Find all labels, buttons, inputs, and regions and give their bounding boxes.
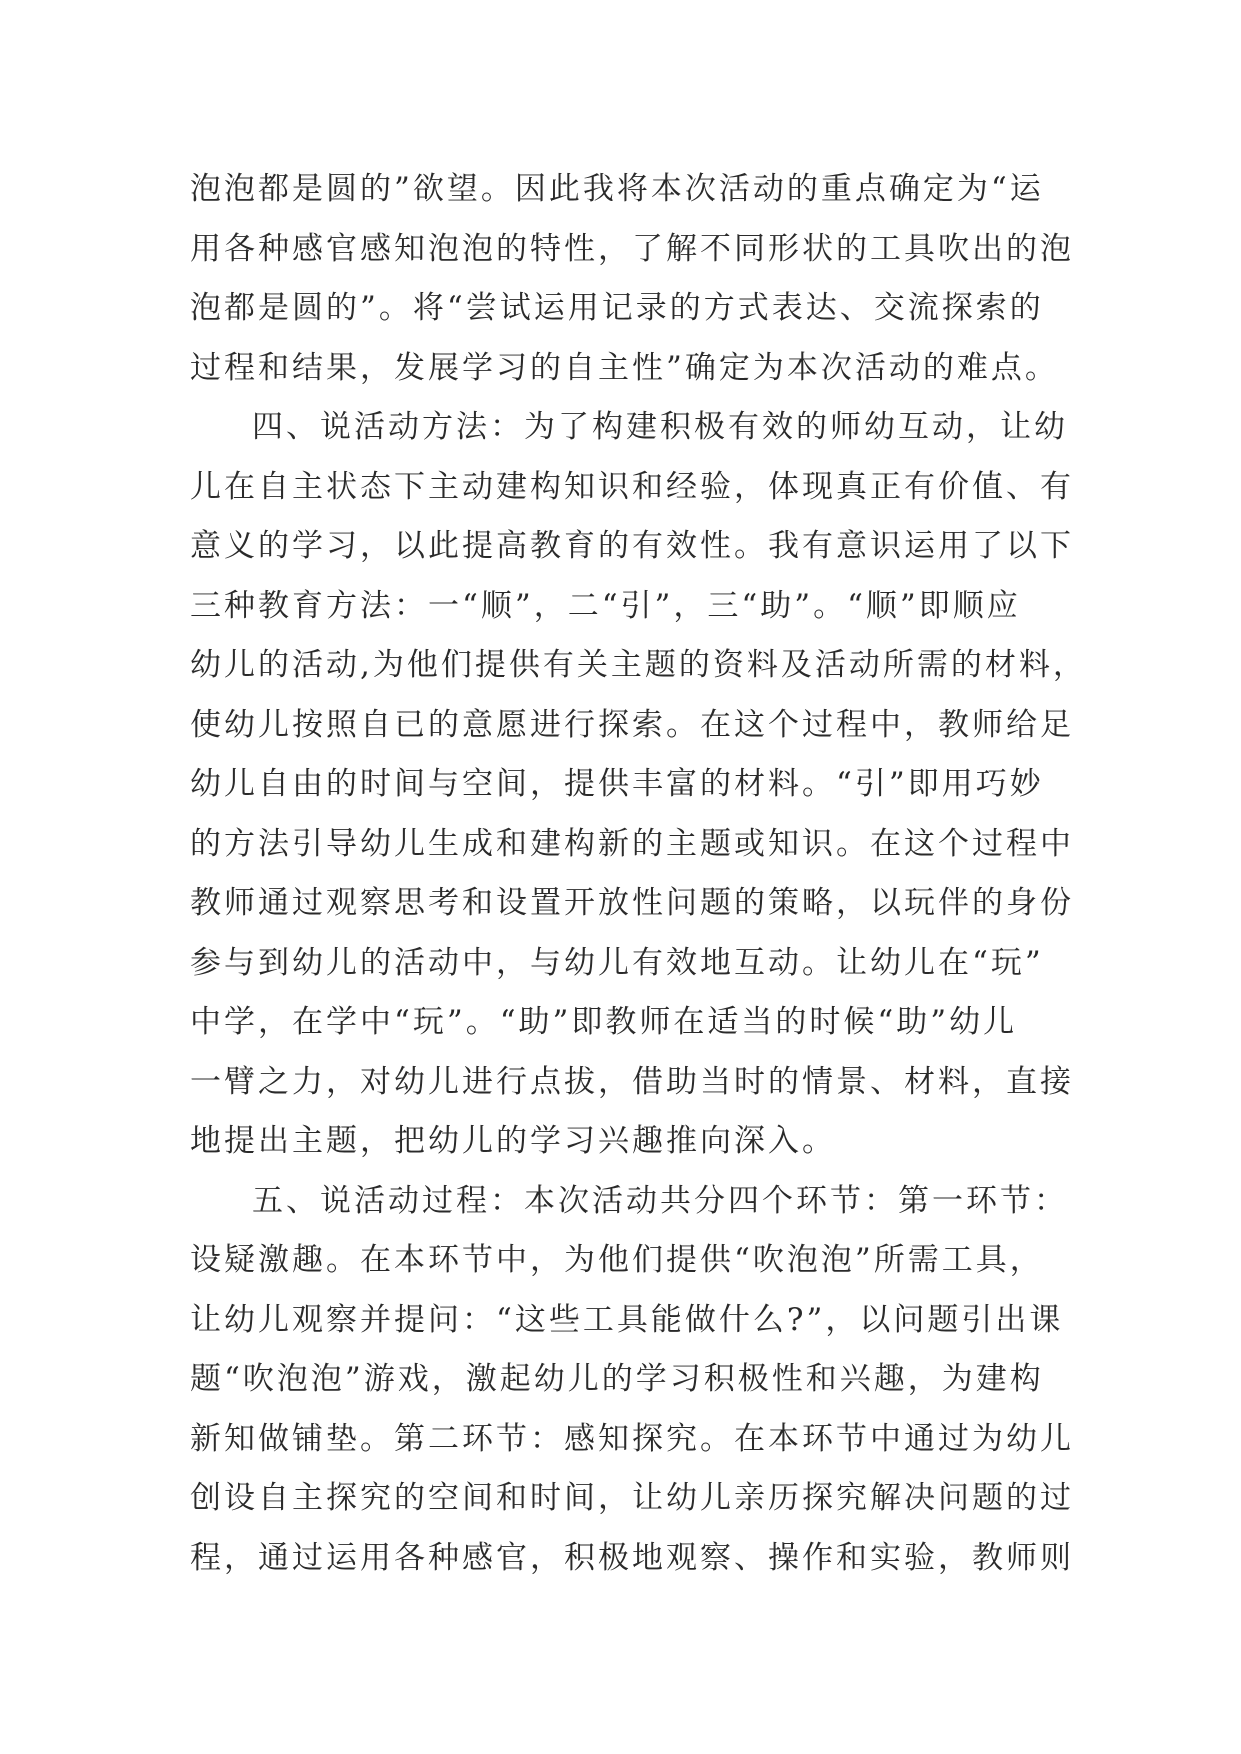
text-line: 程，通过运用各种感官，积极地观察、操作和实验，教师则 bbox=[190, 1539, 1074, 1576]
body-text bbox=[190, 160, 1087, 1588]
text-line: 过程和结果，发展学习的自主性”确定为本次活动的难点。 bbox=[190, 349, 1059, 386]
text-line: 创设自主探究的空间和时间，让幼儿亲历探究解决问题的过 bbox=[190, 1480, 1074, 1516]
text-line: 设疑激趣。在本环节中，为他们提供“吹泡泡”所需工具， bbox=[190, 1242, 1044, 1278]
text-line: 使幼儿按照自已的意愿进行探索。在这个过程中，教师给足 bbox=[190, 706, 1074, 743]
text-line: 五、说活动过程：本次活动共分四个环节：第一环节： bbox=[252, 1182, 1068, 1219]
text-line: 四、说活动方法：为了构建积极有效的师幼互动，让幼 bbox=[252, 409, 1068, 445]
text-line: 一臂之力，对幼儿进行点拔，借助当时的情景、材料，直接 bbox=[190, 1063, 1074, 1100]
text-line: 题“吹泡泡”游戏，激起幼儿的学习积极性和兴趣，为建构 bbox=[190, 1361, 1044, 1397]
text-line: 泡都是圆的”。将“尝试运用记录的方式表达、交流探索的 bbox=[190, 290, 1044, 326]
text-line: 意义的学习，以此提高教育的有效性。我有意识运用了以下 bbox=[190, 528, 1074, 564]
text-line: 新知做铺垫。第二环节：感知探究。在本环节中通过为幼儿 bbox=[190, 1420, 1074, 1457]
text-line: 幼儿自由的时间与空间，提供丰富的材料。“引”即用巧妙 bbox=[190, 766, 1044, 802]
text-line: 泡泡都是圆的”欲望。因此我将本次活动的重点确定为“运 bbox=[190, 171, 1044, 207]
text-line: 三种教育方法：一“顺”，二“引”，三“助”。“顺”即顺应 bbox=[190, 587, 1021, 624]
text-line: 地提出主题，把幼儿的学习兴趣推向深入。 bbox=[190, 1123, 836, 1159]
text-line: 的方法引导幼儿生成和建构新的主题或知识。在这个过程中 bbox=[190, 825, 1074, 862]
text-line: 教师通过观察思考和设置开放性问题的策略，以玩伴的身份 bbox=[190, 885, 1074, 921]
text-line: 让幼儿观察并提问：“这些工具能做什么?”，以问题引出课 bbox=[190, 1301, 1064, 1338]
text-line: 中学，在学中“玩”。“助”即教师在适当的时候“助”幼儿 bbox=[190, 1004, 1018, 1040]
text-line: 儿在自主状态下主动建构知识和经验，体现真正有价值、有 bbox=[190, 468, 1074, 505]
text-line: 用各种感官感知泡泡的特性，了解不同形状的工具吹出的泡 bbox=[190, 230, 1074, 267]
text-line: 参与到幼儿的活动中，与幼儿有效地互动。让幼儿在“玩” bbox=[190, 944, 1044, 981]
text-line: 幼儿的活动,为他们提供有关主题的资料及活动所需的材料， bbox=[190, 647, 1087, 683]
